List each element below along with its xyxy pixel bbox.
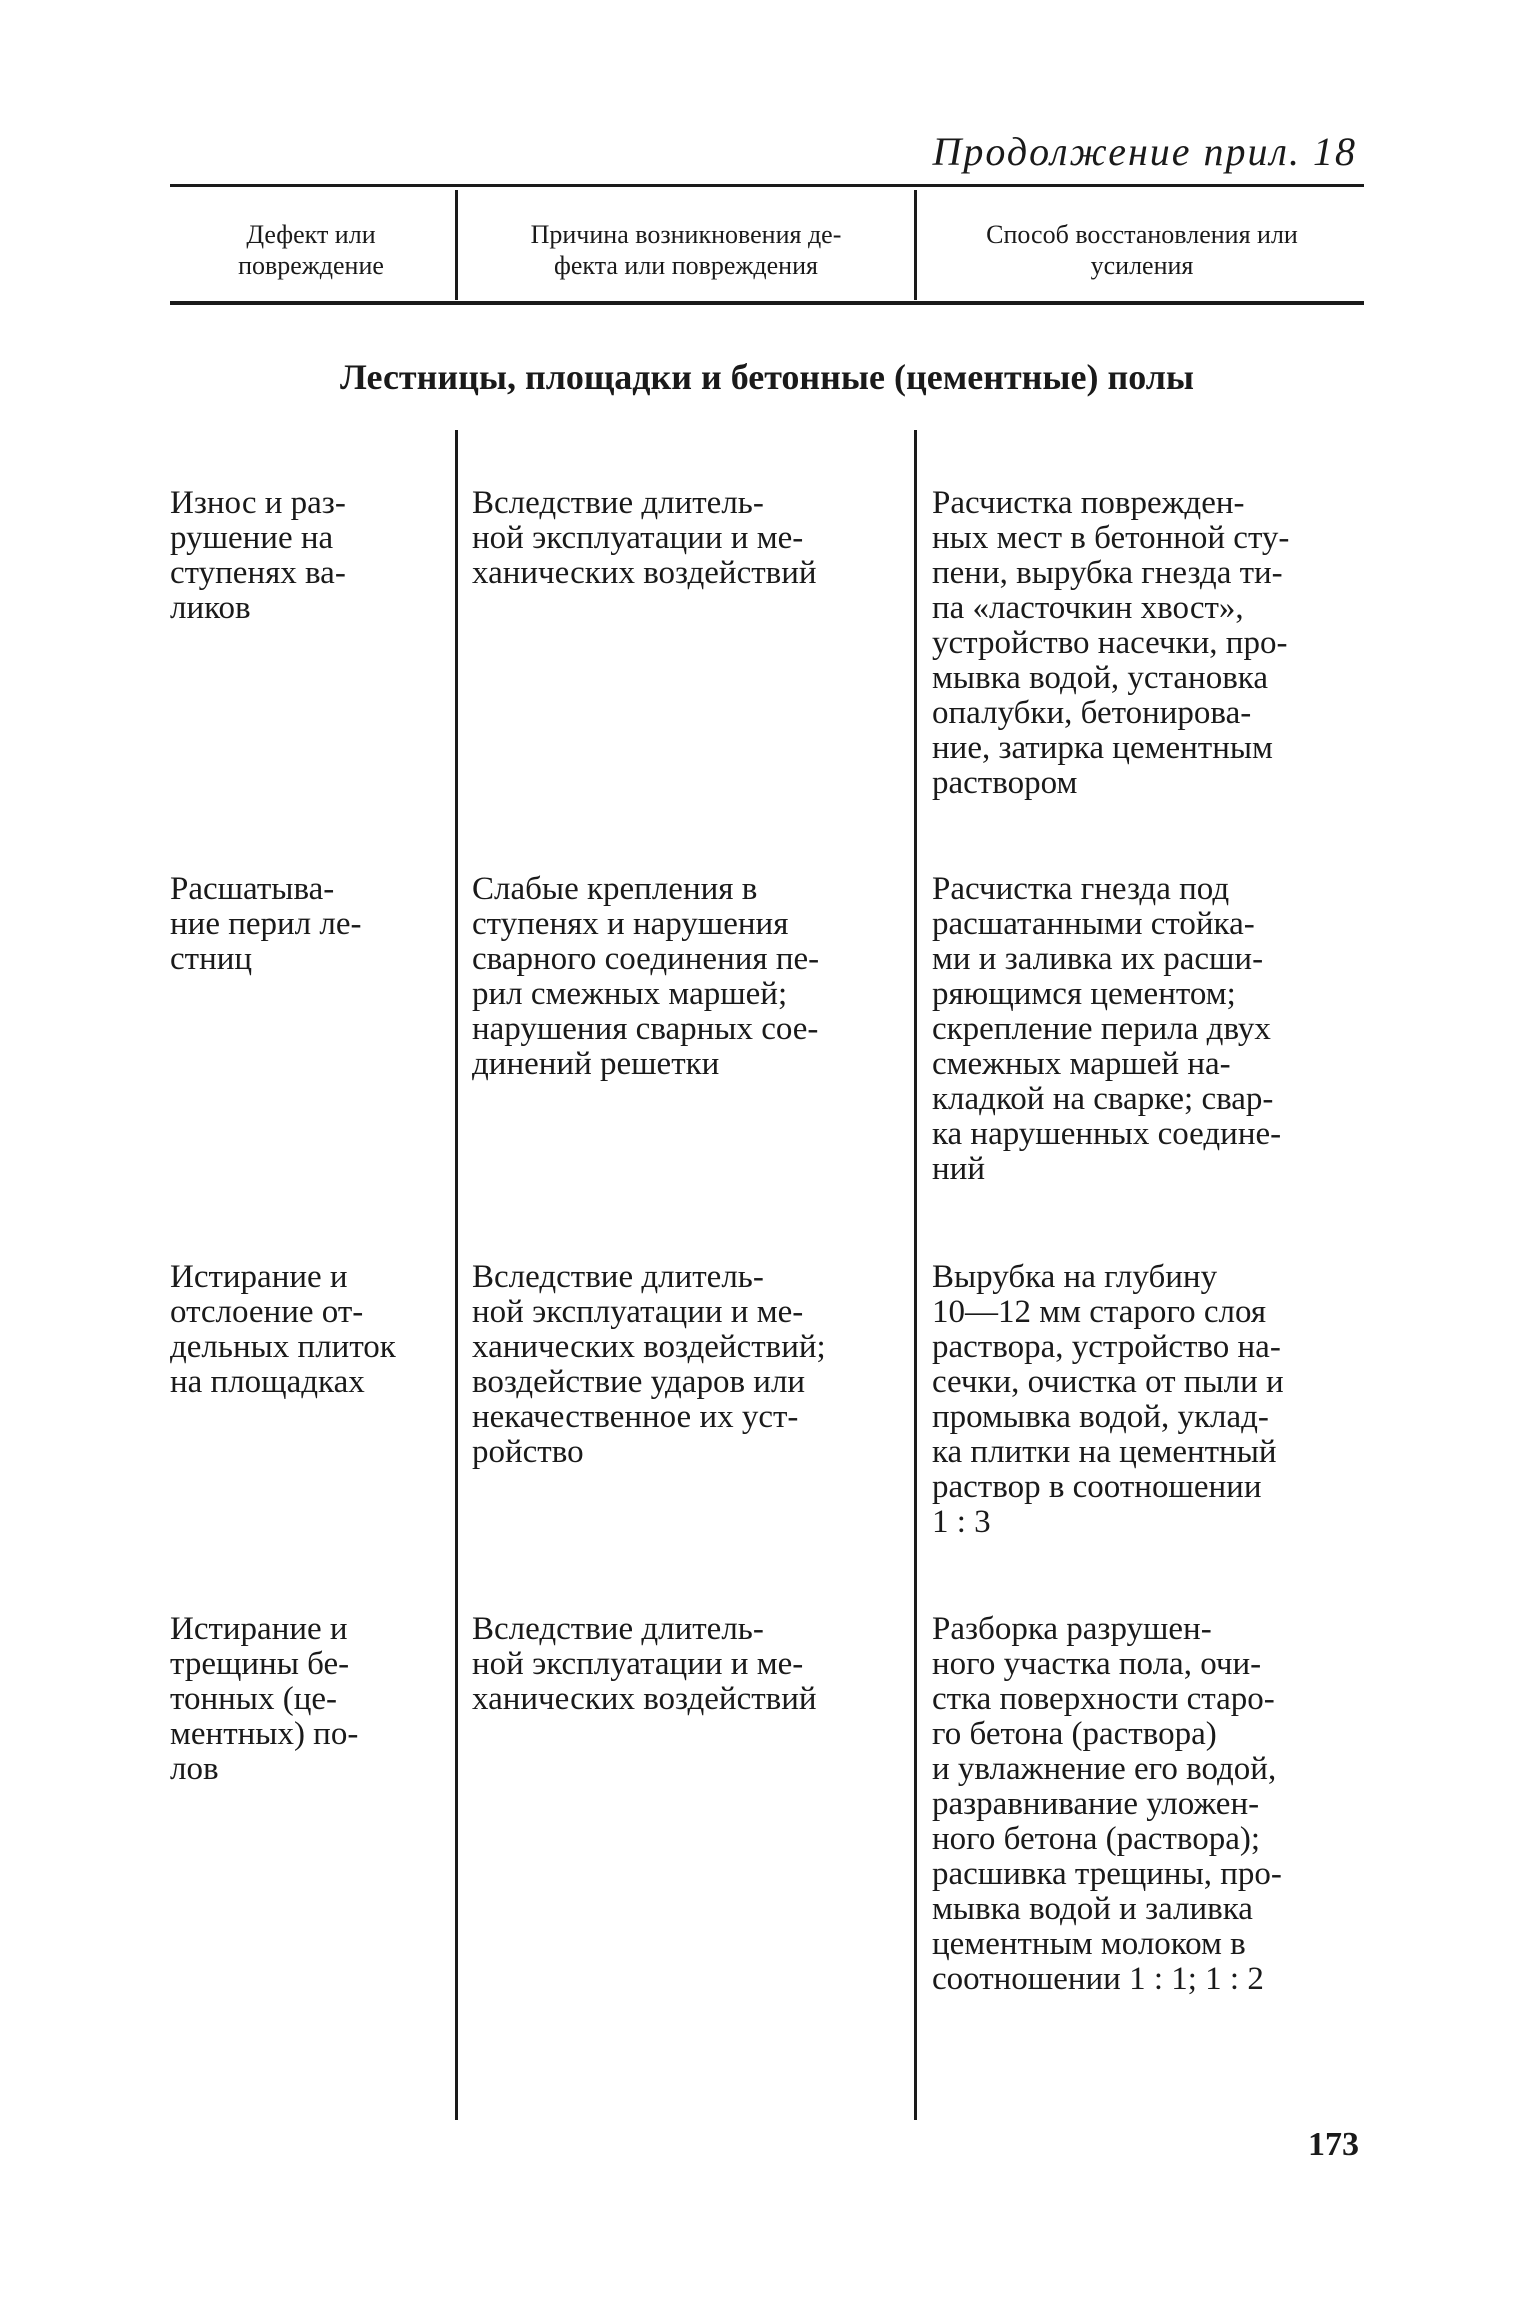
column-header-remedy: Способ восстановления или усиления	[986, 220, 1298, 280]
table-cell-defect: Износ и раз- рушение на ступенях ва- ликов	[170, 485, 346, 626]
table-header-bottom-rule	[170, 301, 1364, 305]
table-cell-cause: Слабые крепления в ступенях и нарушения сварного соединения пе- рил смежных маршей; нарушения сварных сое- динений решетки	[472, 871, 820, 1082]
table-cell-defect: Расшатыва- ние перил ле- стниц	[170, 871, 362, 977]
table-cell-remedy: Вырубка на глубину 10—12 мм старого слоя раствора, устройство на- сечки, очистка от пыли и промывка водой, уклад- ка плитки на цементный раствор в соотношении 1 : 3	[932, 1259, 1284, 1540]
table-cell-remedy: Расчистка поврежден- ных мест в бетонной сту- пени, вырубка гнезда ти- па «ласточкин хвост», устройство насечки, про- мывка водой, установка опалубки, бетонирова- ние, затирка цементным раствором	[932, 485, 1290, 801]
table-cell-cause: Вследствие длитель- ной эксплуатации и ме- ханических воздействий	[472, 485, 817, 591]
table-cell-defect: Истирание и отслоение от- дельных плиток на площадках	[170, 1259, 396, 1400]
column-header-cause: Причина возникновения де- фекта или повреждения	[530, 220, 842, 280]
table-cell-remedy: Разборка разрушен- ного участка пола, очи- стка поверхности старо- го бетона (раствора) и увлажнение его водой, разравнивание уложен- ного бетона (раствора); расшивка трещины, про- мывка водой и заливка цементным молоком в соотношении 1 : 1; 1 : 2	[932, 1611, 1282, 1997]
table-cell-cause: Вследствие длитель- ной эксплуатации и ме- ханических воздействий	[472, 1611, 817, 1717]
table-top-rule	[170, 184, 1364, 187]
column-header-defect: Дефект или повреждение	[238, 220, 384, 280]
table-cell-remedy: Расчистка гнезда под расшатанными стойка- ми и заливка их расши- ряющимся цементом; скрепление перила двух смежных маршей на- кладкой на сварке; свар- ка нарушенных соедине- ний	[932, 871, 1282, 1187]
body-column-divider	[914, 430, 917, 2120]
header-column-divider	[914, 190, 917, 300]
body-column-divider	[455, 430, 458, 2120]
page-number: 173	[1308, 2126, 1359, 2163]
continuation-caption: Продолжение прил. 18	[932, 129, 1357, 174]
section-title: Лестницы, площадки и бетонные (цементные) полы	[339, 357, 1195, 397]
header-column-divider	[455, 190, 458, 300]
table-cell-defect: Истирание и трещины бе- тонных (це- ментных) по- лов	[170, 1611, 359, 1787]
table-cell-cause: Вследствие длитель- ной эксплуатации и ме- ханических воздействий; воздействие ударов или некачественное их уст- ройство	[472, 1259, 826, 1470]
